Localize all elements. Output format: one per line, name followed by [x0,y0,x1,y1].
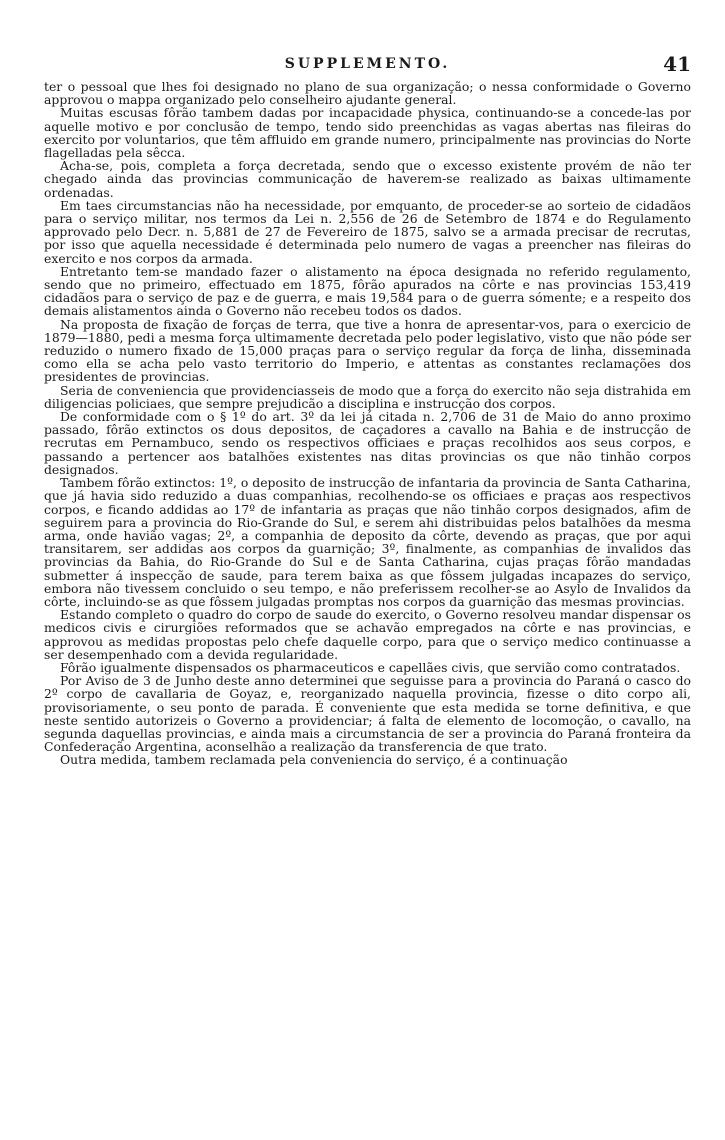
paragraph: Estando completo o quadro do corpo de saude do exercito, o Governo resolveu mandar dispensar os medicos civis e cirurgiões reformados que se achavão empregados na côrte e nas provincias, e approvou as medidas propostas pelo chefe daquelle corpo, para que o serviço medico continuasse a ser desempenhado com a devida regularidade. [44,607,691,662]
running-title: SUPPLEMENTO. [284,56,451,72]
paragraph: Entretanto tem-se mandado fazer o alistamento na época designada no referido regulamento, sendo que no primeiro, effectuado em 1875, fôrão apurados na côrte e nas provincias 153,419 cidadãos para o serviço de paz e de guerra, e mais 19,584 para o de guerra sómente; e a respeito dos demais alistamentos ainda o Governo não recebeu todos os dados. [44,263,691,319]
page-header [44,52,691,80]
paragraph: Na proposta de fixação de forças de terra, que tive a honra de apresentar-vos, para o exercicio de 1879—1880, pedi a mesma força ultimamente decretada pelo poder legislativo, visto que não póde ser reduzido o numero fixado de 15,000 praças para o serviço regular da força de linha, disseminada como ella se acha pelo vasto territorio do Imperio, e attentas as constantes reclamações dos presidentes de provincias. [44,316,691,385]
paragraph: Seria de conveniencia que providenciasseis de modo que a força do exercito não seja distrahida em diligencias policiaes, que sempre prejudicão a disciplina e instrucção dos corpos. [44,382,691,411]
paragraph: Por Aviso de 3 de Junho deste anno determinei que seguisse para a provincia do Paraná o casco do 2º corpo de cavallaria de Goyaz, e, reorganizado naquella provincia, fizesse o dito corpo ali, provisoriamente, o seu ponto de parada. É conveniente que esta medida se torne definitiva, e que neste sentido autorizeis o Governo a providenciar; á falta de elemento de locomoção, o cavallo, na segunda daquellas provincias, e ainda mais a circumstancia de ser a provincia do Paraná fronteira da Confederação Argentina, aconselhão a realização da transferencia de que trato. [44,673,691,755]
paragraph: Muitas escusas fôrão tambem dadas por incapacidade physica, continuando-se a concede-las por aquelle motivo e por conclusão de tempo, tendo sido preenchidas as vagas abertas nas fileiras do exercito por voluntarios, que têm affluido em grande numero, principalmente nas provincias do Norte flagelladas pela sêcca. [44,105,691,161]
paragraph: Outra medida, tambem reclamada pela conveniencia do serviço, é a continuação [60,752,568,768]
page-number: 41 [663,52,691,76]
paragraph: Acha-se, pois, completa a força decretada, sendo que o excesso existente provém de não ter chegado ainda das provincias communicação de haverem-se realizado as baixas ultimamente ordenadas. [44,158,691,200]
paragraph: Fôrão igualmente dispensados os pharmaceuticos e capellães civis, que servião como contratados. [60,659,681,675]
paragraph: De conformidade com o § 1º do art. 3º da lei já citada n. 2,706 de 31 de Maio do anno proximo passado, fôrão extinctos os dous depositos, de caçadores a cavallo na Bahia e de instrucção de recrutas em Pernambuco, sendo os respectivos officiaes e praças recolhidos aos seus corpos, e passando a pertencer aos batalhões existentes nas ditas provincias os que não tinhão corpos designados. [44,409,691,477]
paragraph: Tambem fôrão extinctos: 1º, o deposito de instrucção de infantaria da provincia de Santa Catharina, que já havia sido reduzido a duas companhias, recolhendo-se os officiaes e praças aos respectivos corpos, e ficando addidas ao 17º de infantaria as praças que não tinhão corpos designados, afim de seguirem para a provincia do Rio-Grande do Sul, e serem ahi distribuidas pelos batalhões da mesma arma, onde havião vagas; 2º, a companhia de deposito da côrte, devendo as praças, que por aqui transitarem, ser addidas aos corpos da guarnição; 3º, finalmente, as companhias de invalidos das provincias da Bahia, do Rio-Grande do Sul e de Santa Catharina, cujas praças fôrão mandadas submetter á inspecção de saude, para terem baixa as que fôssem julgadas incapazes do serviço, embora não tivessem concluido o seu tempo, e não preferissem recolher-se ao Asylo de Invalidos da côrte, incluindo-se as que fôssem julgadas promptas nos corpos da guarnição das mesmas provincias. [44,475,691,609]
paragraph: Em taes circumstancias não ha necessidade, por emquanto, de proceder-se ao sorteio de cidadãos para o serviço militar, nos termos da Lei n. 2,556 de 26 de Setembro de 1874 e do Regulamento approvado pelo Decr. n. 5,881 de 27 de Fevereiro de 1875, salvo se a armada precisar de recrutas, por isso que aquella necessidade é determinada pelo numero de vagas a preencher nas fileiras do exercito e nos corpos da armada. [44,197,691,266]
body-text [44,80,691,767]
paragraph: ter o pessoal que lhes foi designado no plano de sua organização; o nessa conformidade o Governo approvou o mappa organizado pelo conselheiro ajudante general. [44,79,691,108]
